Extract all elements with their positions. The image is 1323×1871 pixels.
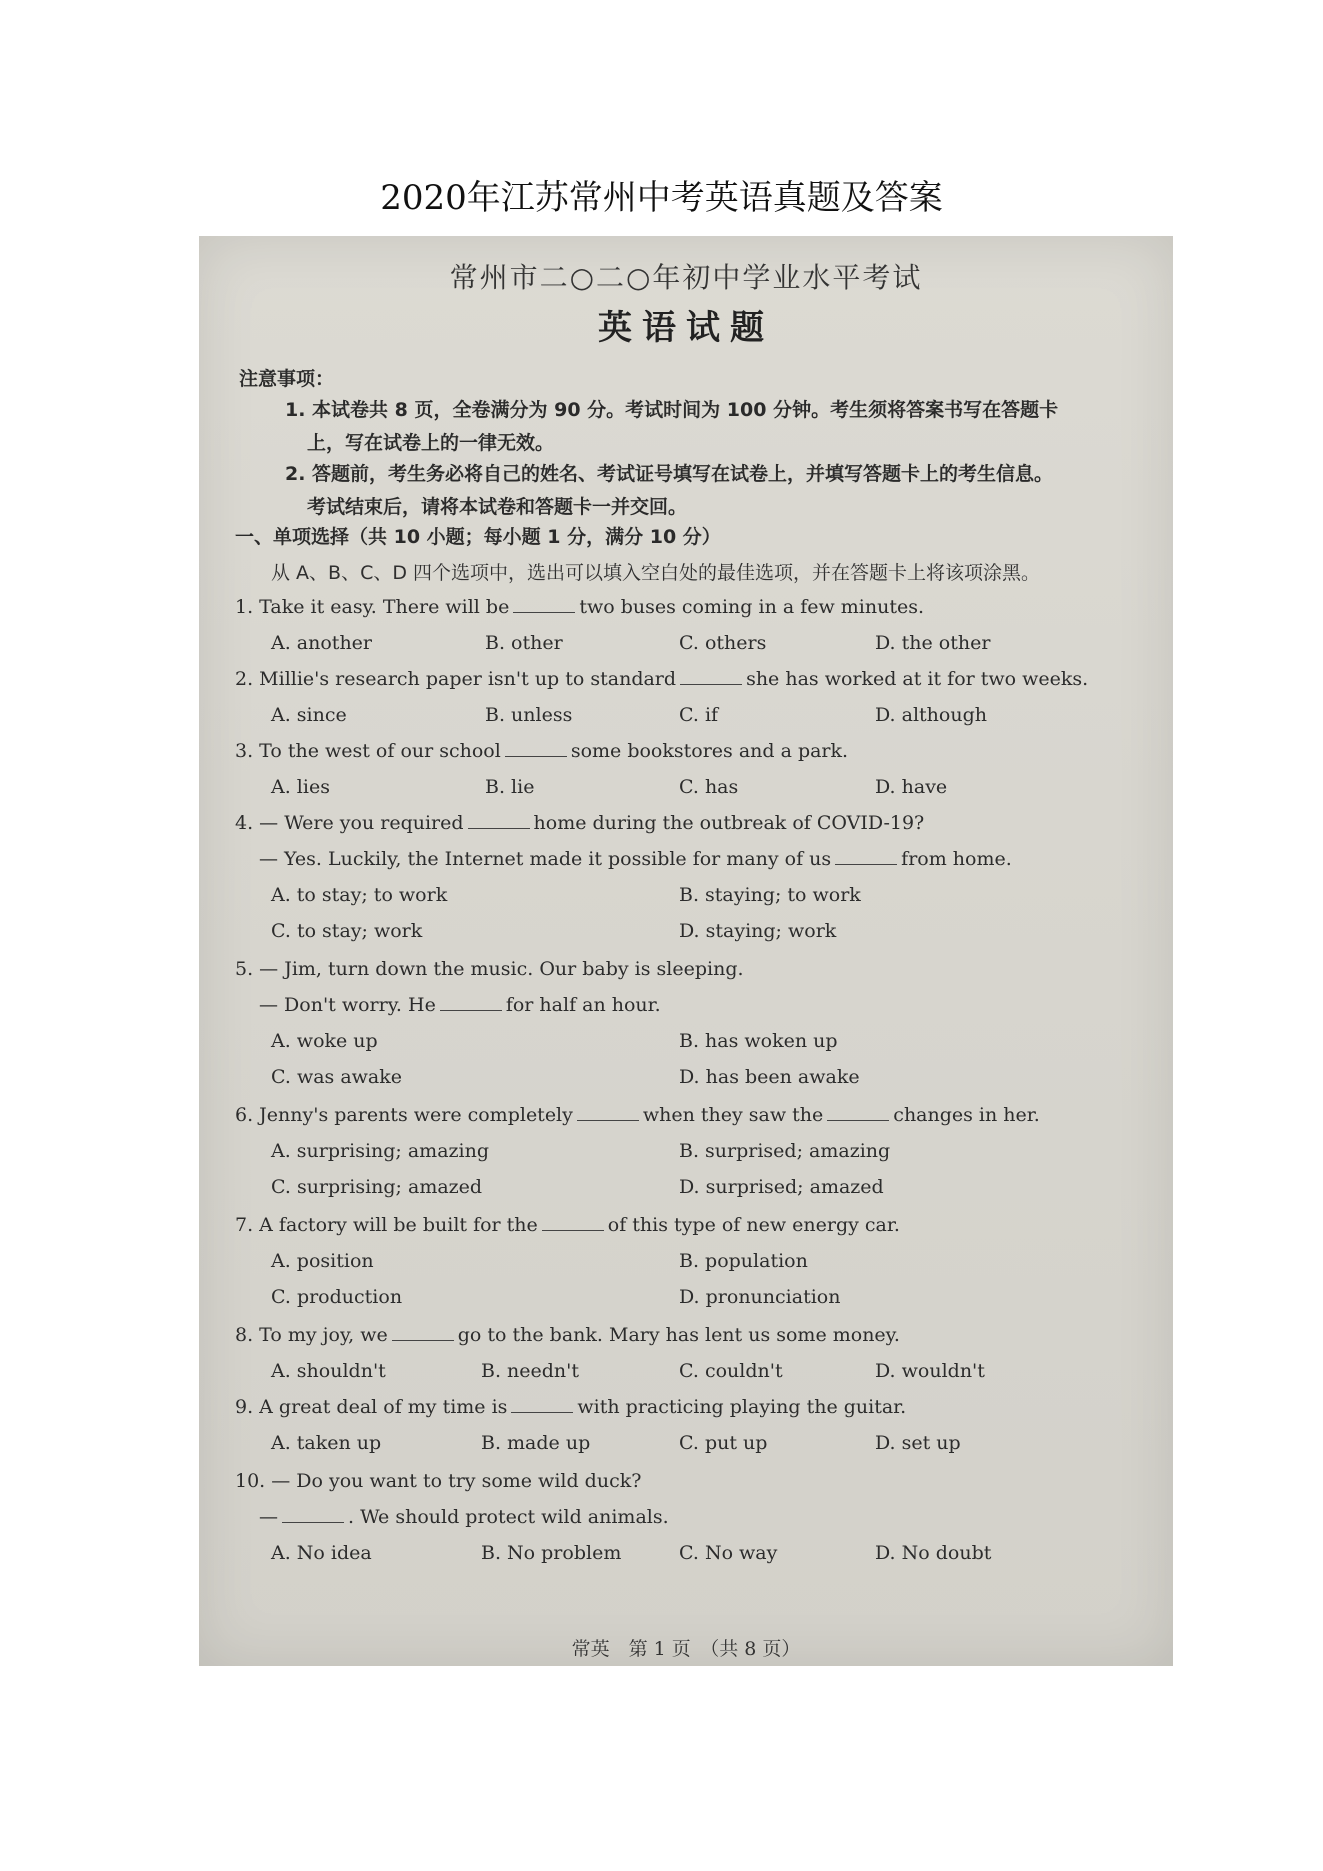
option: A. since <box>271 704 347 726</box>
option: A. woke up <box>271 1030 378 1052</box>
option: A. position <box>271 1250 374 1272</box>
answer-blank <box>505 740 567 757</box>
option: B. staying; to work <box>679 884 861 906</box>
option: A. another <box>271 632 373 654</box>
answer-blank <box>835 848 897 865</box>
section-instruction: 从 A、B、C、D 四个选项中，选出可以填入空白处的最佳选项，并在答题卡上将该项涂黑。 <box>271 562 1041 584</box>
note-line: 上，写在试卷上的一律无效。 <box>307 432 555 454</box>
option: D. pronunciation <box>679 1286 841 1308</box>
question-10: 10. — Do you want to try some wild duck? <box>235 1470 642 1492</box>
section-title: 一、单项选择（共 10 小题；每小题 1 分，满分 10 分） <box>235 526 721 548</box>
document-title: 2020年江苏常州中考英语真题及答案 <box>380 178 943 218</box>
question-6: 6. Jenny's parents were completely when they saw the changes in her. <box>235 1104 1040 1126</box>
option: A. shouldn't <box>271 1360 386 1382</box>
answer-blank <box>282 1506 344 1523</box>
note-line: 1. 本试卷共 8 页，全卷满分为 90 分。考试时间为 100 分钟。考生须将答案书写在答题卡 <box>285 399 1059 421</box>
option: D. staying; work <box>679 920 837 942</box>
option: A. taken up <box>271 1432 382 1454</box>
notes-title: 注意事项： <box>239 368 335 390</box>
option: C. was awake <box>271 1066 402 1088</box>
option: C. No way <box>679 1542 778 1564</box>
question-2: 2. Millie's research paper isn't up to standard she has worked at it for two weeks. <box>235 668 1089 690</box>
option: D. have <box>875 776 948 798</box>
question-7: 7. A factory will be built for the of this type of new energy car. <box>235 1214 900 1236</box>
question-4: 4. — Were you required home during the outbreak of COVID-19? <box>235 812 925 834</box>
question-1: 1. Take it easy. There will be two buses coming in a few minutes. <box>235 596 925 618</box>
note-line: 考试结束后，请将本试卷和答题卡一并交回。 <box>307 496 688 518</box>
option: B. made up <box>481 1432 591 1454</box>
option: B. No problem <box>481 1542 622 1564</box>
option: B. population <box>679 1250 808 1272</box>
answer-blank <box>577 1104 639 1121</box>
exam-subject-title: 英语试题 <box>598 308 774 348</box>
option: B. has woken up <box>679 1030 838 1052</box>
page-footer: 常英 第 1 页 （共 8 页） <box>571 1638 801 1660</box>
answer-blank <box>827 1104 889 1121</box>
answer-blank <box>542 1214 604 1231</box>
question-9: 9. A great deal of my time is with practicing playing the guitar. <box>235 1396 907 1418</box>
question-5: 5. — Jim, turn down the music. Our baby is sleeping. <box>235 958 744 980</box>
question-10-reply: — . We should protect wild animals. <box>259 1506 669 1528</box>
option: D. surprised; amazed <box>679 1176 884 1198</box>
option: C. to stay; work <box>271 920 423 942</box>
option: C. production <box>271 1286 403 1308</box>
question-4-reply: — Yes. Luckily, the Internet made it possible for many of us from home. <box>259 848 1012 870</box>
option: C. couldn't <box>679 1360 783 1382</box>
option: B. surprised; amazing <box>679 1140 891 1162</box>
option: A. lies <box>271 776 330 798</box>
answer-blank <box>680 668 742 685</box>
note-line: 2. 答题前，考生务必将自己的姓名、考试证号填写在试卷上，并填写答题卡上的考生信息。 <box>285 463 1054 485</box>
option: B. other <box>485 632 563 654</box>
option: B. needn't <box>481 1360 580 1382</box>
option: D. has been awake <box>679 1066 860 1088</box>
option: D. No doubt <box>875 1542 992 1564</box>
option: C. has <box>679 776 739 798</box>
exam-page-photo <box>199 236 1173 1666</box>
answer-blank <box>468 812 530 829</box>
option: C. surprising; amazed <box>271 1176 483 1198</box>
answer-blank <box>513 596 575 613</box>
exam-header: 常州市二○二○年初中学业水平考试 <box>449 261 923 294</box>
question-5-reply: — Don't worry. He for half an hour. <box>259 994 661 1016</box>
answer-blank <box>511 1396 573 1413</box>
option: C. others <box>679 632 767 654</box>
answer-blank <box>440 994 502 1011</box>
option: C. put up <box>679 1432 768 1454</box>
option: D. wouldn't <box>875 1360 985 1382</box>
question-3: 3. To the west of our school some bookstores and a park. <box>235 740 849 762</box>
option: D. although <box>875 704 987 726</box>
option: B. lie <box>485 776 535 798</box>
option: B. unless <box>485 704 573 726</box>
answer-blank <box>392 1324 454 1341</box>
option: C. if <box>679 704 719 726</box>
option: A. to stay; to work <box>271 884 448 906</box>
option: A. surprising; amazing <box>271 1140 490 1162</box>
option: D. the other <box>875 632 991 654</box>
option: A. No idea <box>271 1542 372 1564</box>
question-8: 8. To my joy, we go to the bank. Mary has lent us some money. <box>235 1324 900 1346</box>
option: D. set up <box>875 1432 961 1454</box>
